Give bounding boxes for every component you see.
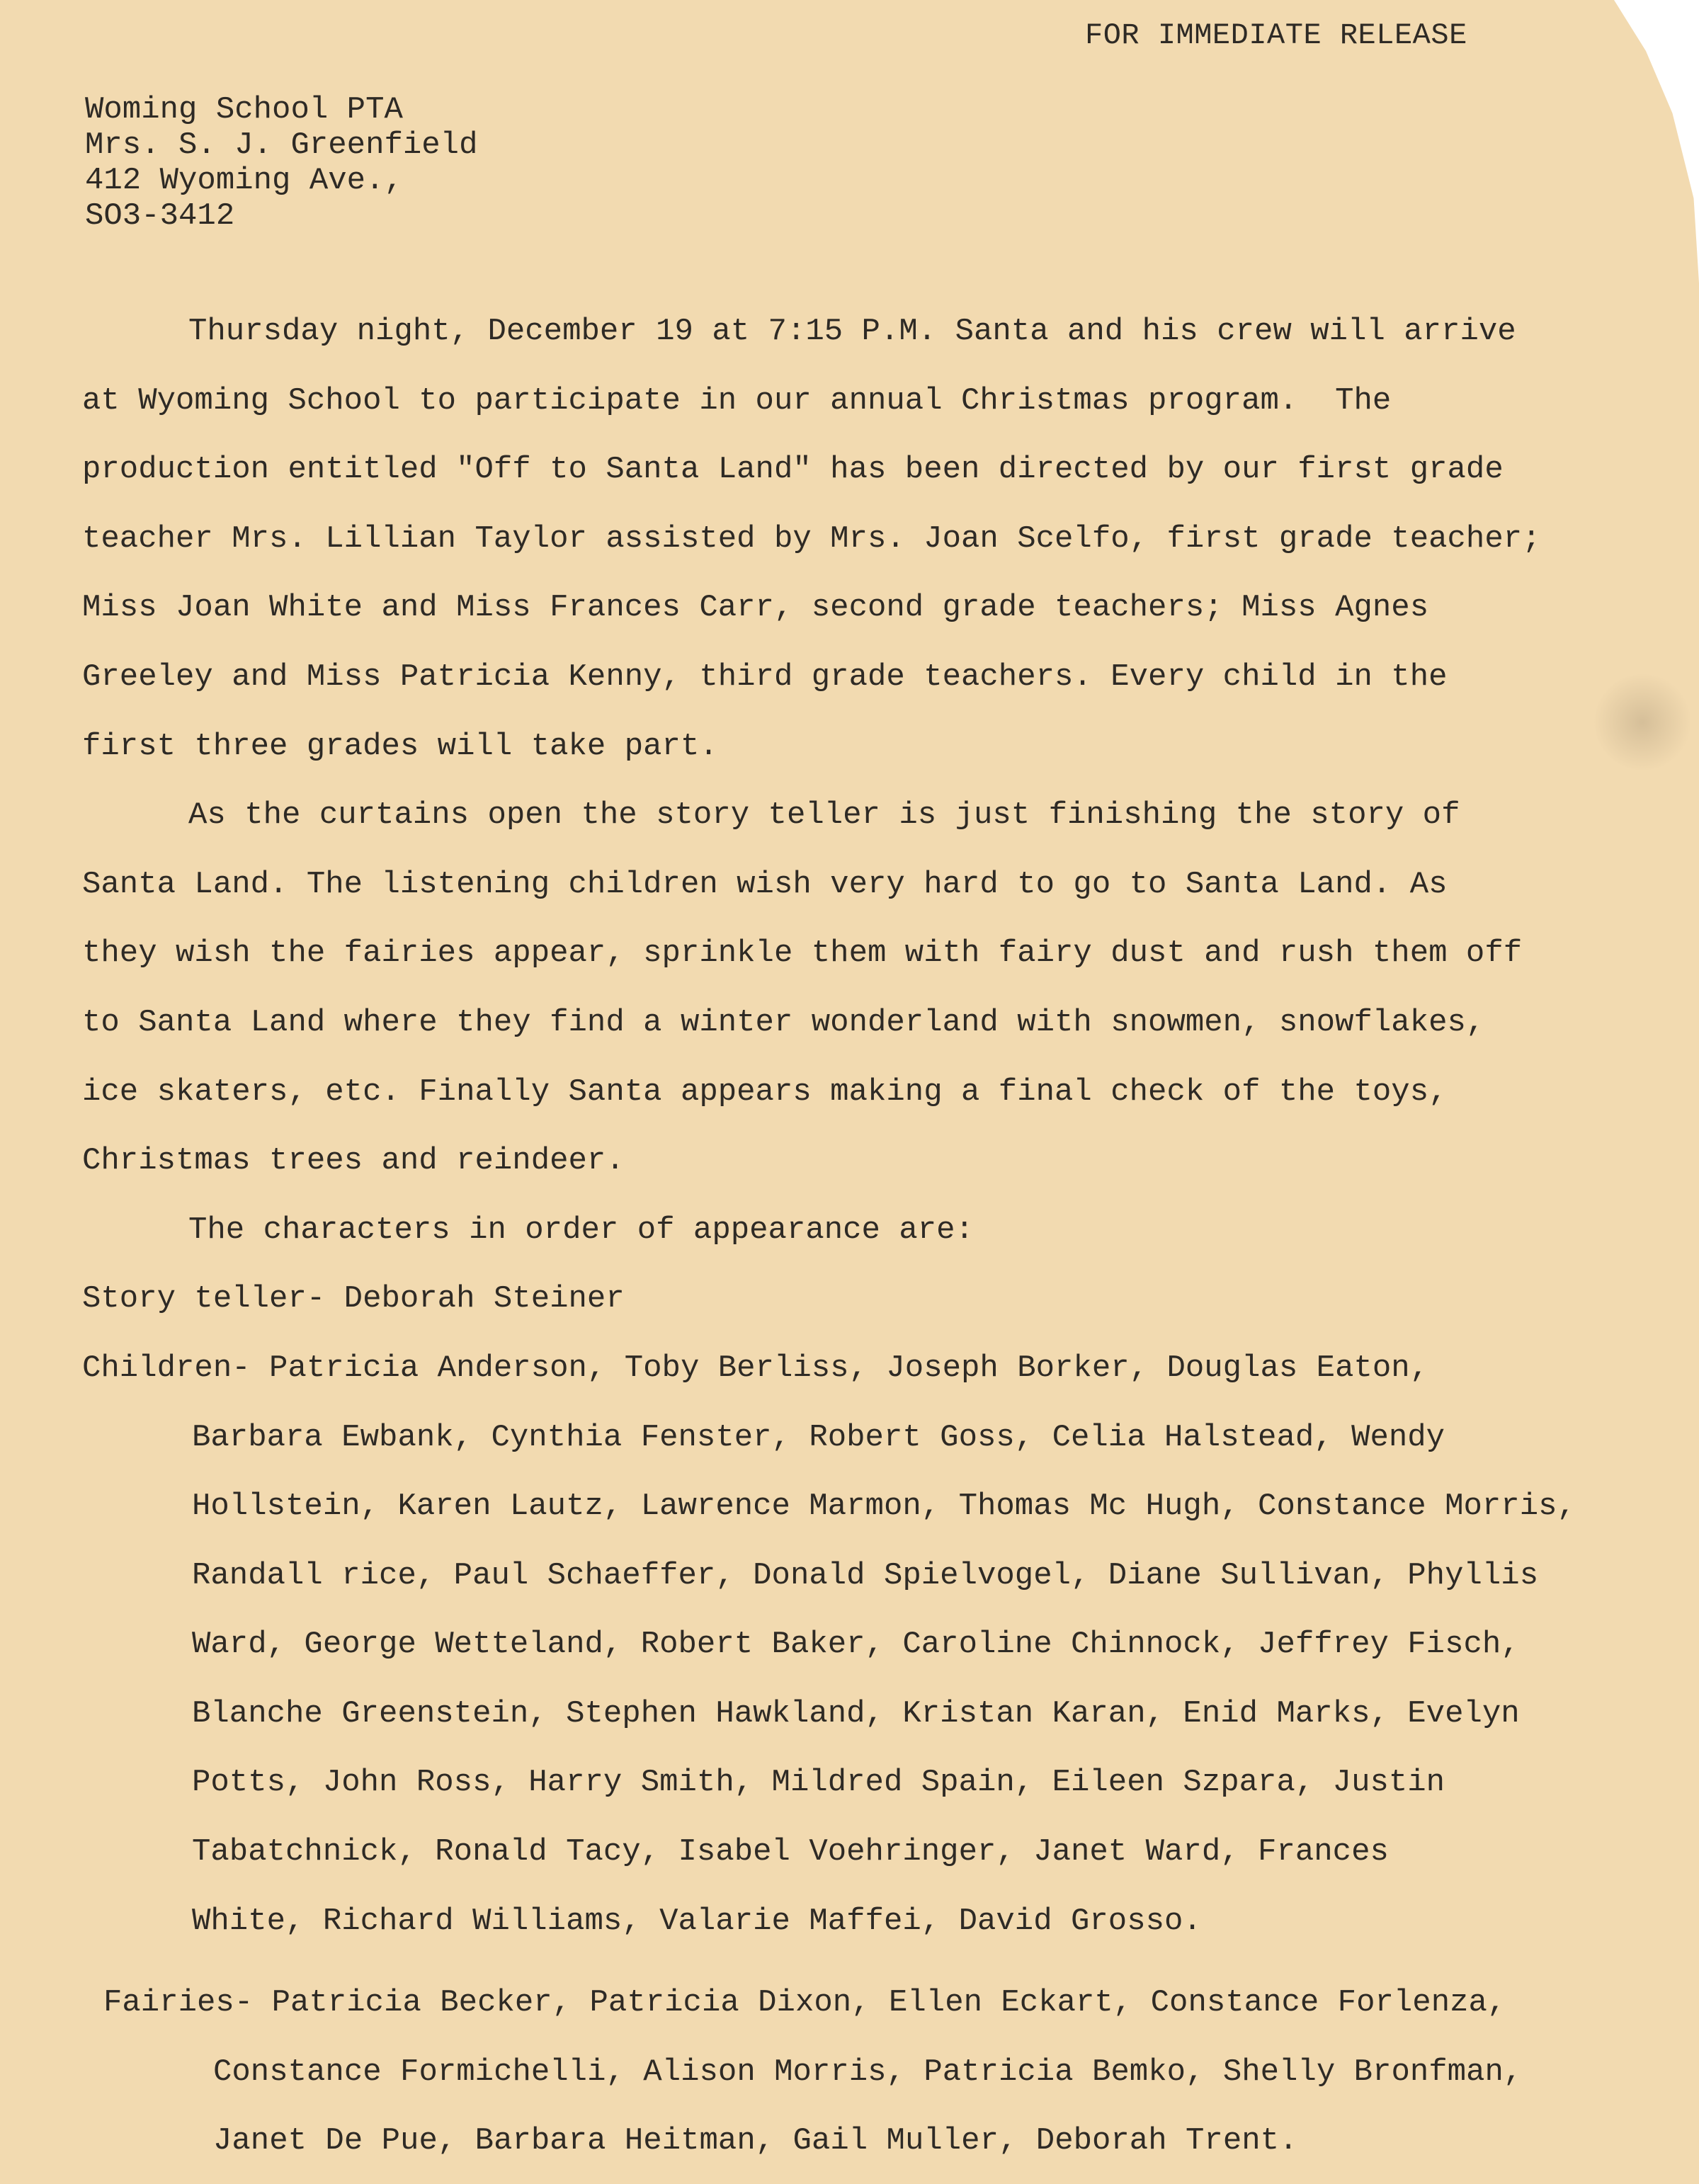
text-line: As the curtains open the story teller is just finishing the story of: [188, 797, 1460, 834]
text-line: Miss Joan White and Miss Frances Carr, second grade teachers; Miss Agnes: [82, 590, 1429, 626]
children-line: Potts, John Ross, Harry Smith, Mildred Spain, Eileen Szpara, Justin: [192, 1765, 1445, 1801]
address-line: SO3-3412: [85, 198, 235, 234]
text-line: teacher Mrs. Lillian Taylor assisted by Mrs. Joan Scelfo, first grade teacher;: [82, 521, 1541, 557]
text-line: Greeley and Miss Patricia Kenny, third grade teachers. Every child in the: [82, 659, 1448, 695]
fairies-line: Fairies- Patricia Becker, Patricia Dixon, Ellen Eckart, Constance Forlenza,: [103, 1985, 1506, 2020]
fairies-line: Janet De Pue, Barbara Heitman, Gail Muller, Deborah Trent.: [213, 2123, 1298, 2159]
children-line: Tabatchnick, Ronald Tacy, Isabel Voehringer, Janet Ward, Frances: [192, 1834, 1389, 1870]
children-line: Randall rice, Paul Schaeffer, Donald Spielvogel, Diane Sullivan, Phyllis: [192, 1557, 1539, 1593]
text-line: first three grades will take part.: [82, 728, 718, 764]
fairies-line: Constance Formichelli, Alison Morris, Patricia Bemko, Shelly Bronfman,: [213, 2054, 1523, 2090]
children-line: Ward, George Wetteland, Robert Baker, Caroline Chinnock, Jeffrey Fisch,: [192, 1627, 1520, 1663]
text-line: production entitled "Off to Santa Land" has been directed by our first grade: [82, 452, 1504, 488]
children-line: White, Richard Williams, Valarie Maffei, David Grosso.: [192, 1903, 1202, 1939]
text-line: Christmas trees and reindeer.: [82, 1143, 625, 1179]
fairies-block: [103, 1969, 1683, 2176]
story-teller-line: Story teller- Deborah Steiner: [82, 1281, 625, 1317]
children-line: Hollstein, Karen Lautz, Lawrence Marmon, Thomas Mc Hugh, Constance Morris,: [192, 1489, 1576, 1525]
body-text: [82, 297, 1683, 1956]
children-line: Barbara Ewbank, Cynthia Fenster, Robert Goss, Celia Halstead, Wendy: [192, 1419, 1445, 1455]
children-line: Blanche Greenstein, Stephen Hawkland, Kristan Karan, Enid Marks, Evelyn: [192, 1695, 1520, 1731]
address-line: Mrs. S. J. Greenfield: [85, 127, 478, 163]
text-line: Santa Land. The listening children wish very hard to go to Santa Land. As: [82, 866, 1448, 902]
children-line: Children- Patricia Anderson, Toby Berliss, Joseph Borker, Douglas Eaton,: [82, 1350, 1429, 1386]
text-line: to Santa Land where they find a winter wonderland with snowmen, snowflakes,: [82, 1004, 1485, 1040]
sender-address: [85, 92, 478, 234]
text-line: at Wyoming School to participate in our annual Christmas program. The: [82, 382, 1392, 419]
characters-intro: The characters in order of appearance are:: [188, 1212, 974, 1248]
release-heading: FOR IMMEDIATE RELEASE: [1085, 18, 1467, 52]
torn-corner: [1593, 0, 1699, 283]
text-line: they wish the fairies appear, sprinkle them with fairy dust and rush them off: [82, 935, 1523, 972]
address-line: Woming School PTA: [85, 92, 403, 127]
address-line: 412 Wyoming Ave.,: [85, 163, 403, 198]
text-line: Thursday night, December 19 at 7:15 P.M. Santa and his crew will arrive: [188, 314, 1516, 349]
text-line: ice skaters, etc. Finally Santa appears making a final check of the toys,: [82, 1074, 1448, 1110]
